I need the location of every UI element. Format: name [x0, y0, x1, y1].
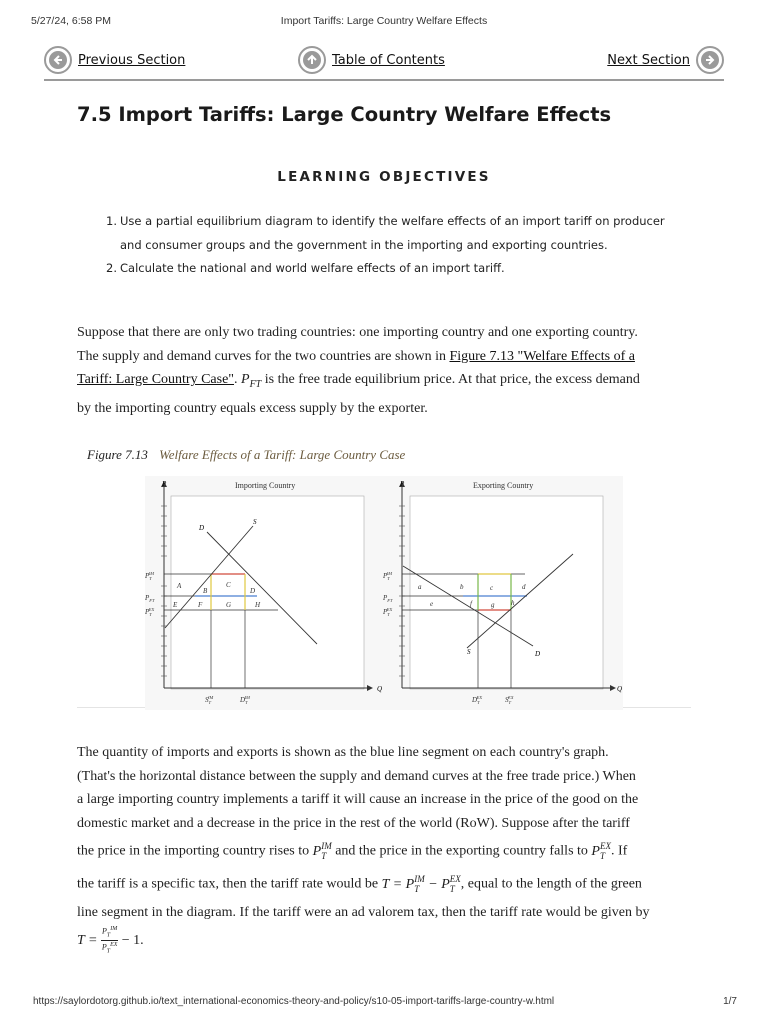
learning-objectives-heading: LEARNING OBJECTIVES — [277, 169, 491, 185]
svg-text:D: D — [199, 524, 205, 532]
print-footer — [0, 996, 768, 1010]
pft-symbol: $P_{FT}$ — [241, 372, 262, 390]
print-title: Import Tariffs: Large Country Welfare Effects — [280, 15, 488, 27]
svg-text:b: b — [460, 583, 464, 591]
next-section-label: Next Section — [607, 52, 690, 68]
arrow-up-icon — [298, 46, 326, 74]
objective-1-line-2: and consumer groups and the government in the importing and exporting countries. — [120, 237, 608, 252]
list-item: 2. Calculate the national and world welfare effects of an import tariff. — [106, 261, 505, 275]
previous-section-label: Previous Section — [78, 52, 186, 68]
exporting-country-title: Exporting Country — [473, 481, 534, 490]
svg-text:B: B — [203, 587, 208, 595]
svg-text:A: A — [177, 582, 182, 590]
svg-text:H: H — [255, 601, 261, 609]
section-navbar — [44, 43, 724, 81]
figure-label: Figure 7.13 — [87, 447, 148, 462]
previous-section-link[interactable] — [44, 43, 185, 77]
svg-text:DTEX: $D_TEX$ — [472, 695, 483, 705]
svg-text:f: f — [470, 600, 472, 608]
svg-text:g: g — [491, 601, 495, 609]
figure-divider — [623, 707, 691, 708]
figure-caption — [87, 447, 405, 463]
svg-text:STEX: $S_TEX$ — [505, 695, 514, 705]
tariff-paragraph: The quantity of imports and exports is shown as the blue line segment on each country's graph. (That's the horizontal distance between the supply and demand curves at the free trade price.) When a large importing country implements a tariff it will cause an increase in the price of the good on the domestic market and a decrease in the price in the rest of the world (RoW). Suppose after the tariff the price in the importing country rises to $P_T^{IM}$ and the price in the exporting country falls to $P_T^{EX}$. If the tariff is a specific tax, then the tariff rate would be $T = P_T^{IM} - P_T^{EX}$, equal to the length of the green line segment in the diagram. If the tariff were an ad valorem tax, then the tariff rate would be given by T = $\frac{P_T^{IM}}{P_T^{EX}}$ − 1. — [77, 745, 650, 955]
objective-1-line-1: Use a partial equilibrium diagram to identify the welfare effects of an import tariff on producer — [120, 214, 665, 228]
price-ratio-fraction: $\frac{P_T^{IM}}{P_T^{EX}}$ — [101, 926, 118, 955]
table-of-contents-link[interactable] — [298, 43, 445, 77]
svg-text:PTIM: $P_TIM$ — [145, 571, 155, 581]
print-date: 5/27/24, 6:58 PM — [31, 15, 111, 27]
svg-text:PTIM: $P_TIM$ — [383, 571, 393, 581]
intro-paragraph: Suppose that there are only two trading countries: one importing country and one exporting country. The supply and demand curves for the two countries are shown in Figure 7.13 "Welfare Effects of a Tariff: Large Country Case". $P_{FT}$ is the free trade equilibrium price. At that price, the excess demand by the importing country equals excess supply by the exporter. — [77, 325, 640, 416]
svg-text:DTIM: $D_TIM$ — [240, 695, 250, 705]
svg-text:D: D — [250, 587, 256, 595]
figure-7-13-link-cont[interactable]: Tariff: Large Country Case" — [77, 372, 235, 388]
importing-country-graph — [145, 480, 382, 705]
svg-text:D: D — [535, 650, 541, 658]
arrow-left-icon — [44, 46, 72, 74]
svg-text:C: C — [226, 581, 231, 589]
objective-2-line-1: Calculate the national and world welfare effects of an import tariff. — [120, 261, 505, 275]
svg-text:G: G — [226, 601, 232, 609]
exporting-country-graph — [382, 480, 622, 705]
learning-objectives-list — [106, 210, 666, 281]
svg-text:STIM: $S_TIM$ — [205, 695, 214, 705]
figure-divider — [77, 707, 145, 708]
nav-divider — [44, 79, 724, 81]
svg-text:F: F — [198, 601, 203, 609]
svg-text:a: a — [418, 583, 422, 591]
pt-im-symbol: $P_T^{IM}$ — [312, 841, 332, 861]
print-header — [0, 15, 768, 31]
svg-text:Q: Q — [377, 685, 383, 693]
svg-text:e: e — [430, 600, 434, 608]
svg-text:PTEX: $P_TEX$ — [145, 607, 155, 617]
svg-text:S: S — [467, 648, 471, 656]
figure-svg — [145, 476, 623, 710]
figure-image — [145, 476, 623, 710]
ad-valorem-formula: T = $\frac{P_T^{IM}}{P_T^{EX}}$ — [77, 926, 118, 955]
svg-text:S: S — [253, 518, 257, 526]
page-url: https://saylordotorg.github.io/text_international-economics-theory-and-policy/s10-05-import-tariffs-large-country-w.html — [33, 996, 555, 1007]
specific-tariff-formula: $T = P_T^{IM} - P_T^{EX}$ — [381, 874, 461, 894]
figure-7-13-link[interactable]: Figure 7.13 "Welfare Effects of a — [449, 348, 635, 364]
page-number: 1/7 — [723, 996, 737, 1007]
svg-text:P: P — [400, 480, 405, 488]
svg-text:PFT: $P_{FT}$ — [383, 594, 393, 603]
svg-text:h: h — [511, 599, 515, 607]
importing-country-title: Importing Country — [235, 481, 296, 490]
svg-text:PTEX: $P_TEX$ — [383, 607, 393, 617]
table-of-contents-label: Table of Contents — [332, 52, 445, 68]
page-title: 7.5 Import Tariffs: Large Country Welfare Effects — [77, 103, 612, 126]
svg-text:Q: Q — [617, 685, 623, 693]
figure-title: Welfare Effects of a Tariff: Large Country Case — [159, 447, 406, 462]
next-section-link[interactable] — [607, 43, 724, 77]
svg-text:d: d — [522, 583, 526, 591]
svg-text:PFT: $P_{FT}$ — [145, 594, 155, 603]
svg-text:E: E — [173, 601, 178, 609]
svg-text:P: P — [162, 480, 167, 488]
pt-ex-symbol: $P_T^{EX}$ — [591, 841, 611, 861]
list-item: 1. Use a partial equilibrium diagram to identify the welfare effects of an import tariff on producer and consumer groups and the government in the importing and exporting countries. — [106, 214, 665, 252]
svg-text:c: c — [490, 584, 494, 592]
arrow-right-icon — [696, 46, 724, 74]
